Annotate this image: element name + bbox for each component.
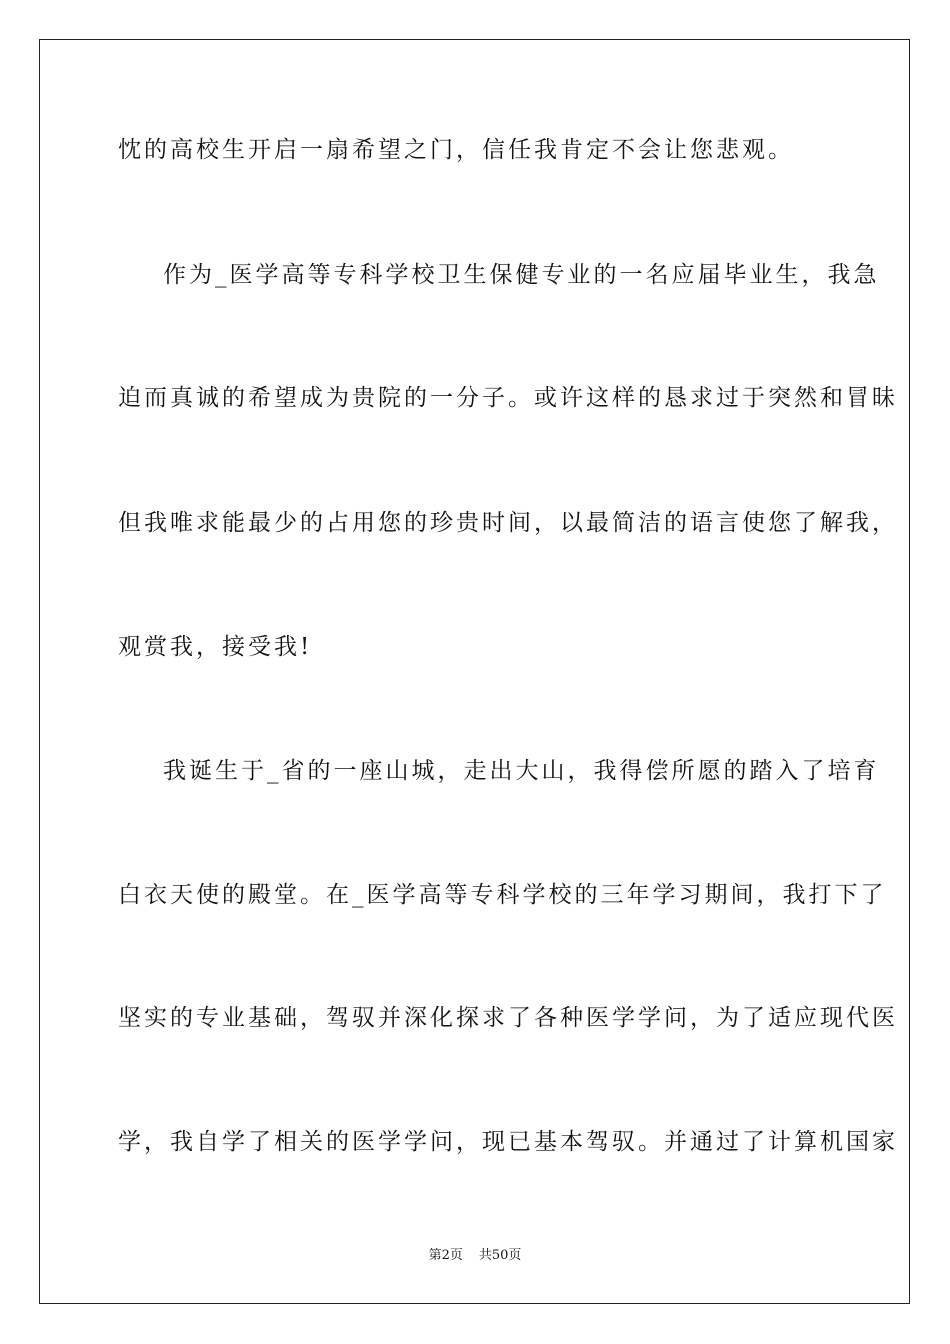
paragraph-start-line: 我诞生于_省的一座山城，走出大山，我得偿所愿的踏入了培育 xyxy=(163,758,880,784)
page-total: 共50页 xyxy=(478,1248,522,1263)
text-line: 坚实的专业基础，驾驭并深化探求了各种医学学问，为了适应现代医 xyxy=(118,1005,898,1031)
paragraph-start-line: 作为_医学高等专科学校卫生保健专业的一名应届毕业生，我急 xyxy=(163,262,880,288)
text-line: 学，我自学了相关的医学学问，现已基本驾驭。并通过了计算机国家 xyxy=(118,1129,898,1155)
text-line: 但我唯求能最少的占用您的珍贵时间，以最简洁的语言使您了解我， xyxy=(118,510,898,536)
page-number: 第2页 xyxy=(428,1248,463,1263)
text-line: 迫而真诚的希望成为贵院的一分子。或许这样的恳求过于突然和冒昧 xyxy=(118,385,898,411)
text-line: 忱的高校生开启一扇希望之门，信任我肯定不会让您悲观。 xyxy=(118,137,794,163)
text-line: 观赏我，接受我! xyxy=(118,634,313,660)
page-footer xyxy=(0,1247,950,1265)
page-border xyxy=(39,39,910,1304)
text-line: 白衣天使的殿堂。在_医学高等专科学校的三年学习期间，我打下了 xyxy=(118,882,887,908)
